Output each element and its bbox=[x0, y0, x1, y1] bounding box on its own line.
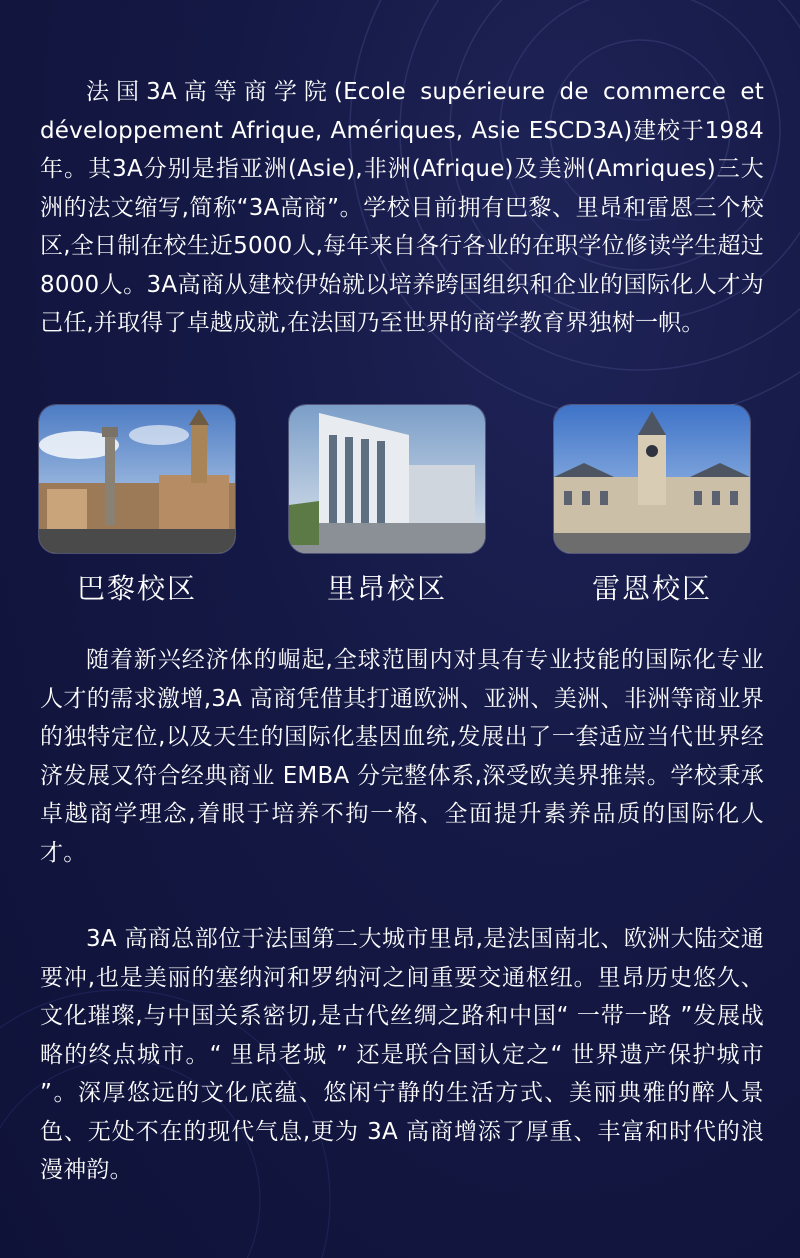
campus-paris-label: 巴黎校区 bbox=[76, 572, 197, 605]
intro-paragraph: 法国3A高等商学院(Ecole supérieure de commerce et développement Afrique, Amériques, Asie ESCD3A)建校于1984年。其3A分别是指亚洲(Asie),非洲(Afrique)及美洲(Amriques)三大洲的法文缩写,简称“3A高商”。学校目前拥有巴黎、里昂和雷恩三个校区,全日制在校生近5000人,每年来自各行各业的在职学位修读学生超过8000人。3A高商从建校伊始就以培养跨国组织和企业的国际化人才为己任,并取得了卓越成就,在法国乃至世界的商学教育界独树一帜。 bbox=[40, 79, 764, 336]
campus-lyon bbox=[288, 404, 486, 606]
lyon-campus-photo bbox=[288, 404, 486, 554]
campus-paris bbox=[38, 404, 236, 606]
lyon-headquarters-paragraph: 3A 高商总部位于法国第二大城市里昂,是法国南北、欧洲大陆交通要冲,也是美丽的塞纳河和罗纳河之间重要交通枢纽。里昂历史悠久、文化璀璨,与中国关系密切,是古代丝绸之路和中国“ 一带一路 ”发展战略的终点城市。“ 里昂老城 ” 还是联合国认定之“ 世界遗产保护城市 ”。深厚悠远的文化底蕴、悠闲宁静的生活方式、美丽典雅的醉人景色、无处不在的现代气息,更为 3A 高商增添了厚重、丰富和时代的浪漫神韵。 bbox=[40, 926, 764, 1183]
campus-lyon-label: 里昂校区 bbox=[326, 572, 447, 605]
positioning-paragraph: 随着新兴经济体的崛起,全球范围内对具有专业技能的国际化专业人才的需求激增,3A 高商凭借其打通欧洲、亚洲、美洲、非洲等商业界的独特定位,以及天生的国际化基因血统,发展出了一套适应当代世界经济发展又符合经典商业 EMBA 分完整体系,深受欧美界推崇。学校秉承卓越商学理念,着眼于培养不拘一格、全面提升素养品质的国际化人才。 bbox=[40, 647, 764, 866]
campus-rennes bbox=[553, 404, 751, 606]
campus-rennes-label: 雷恩校区 bbox=[591, 572, 712, 605]
rennes-campus-photo bbox=[553, 404, 751, 554]
paris-campus-photo bbox=[38, 404, 236, 554]
